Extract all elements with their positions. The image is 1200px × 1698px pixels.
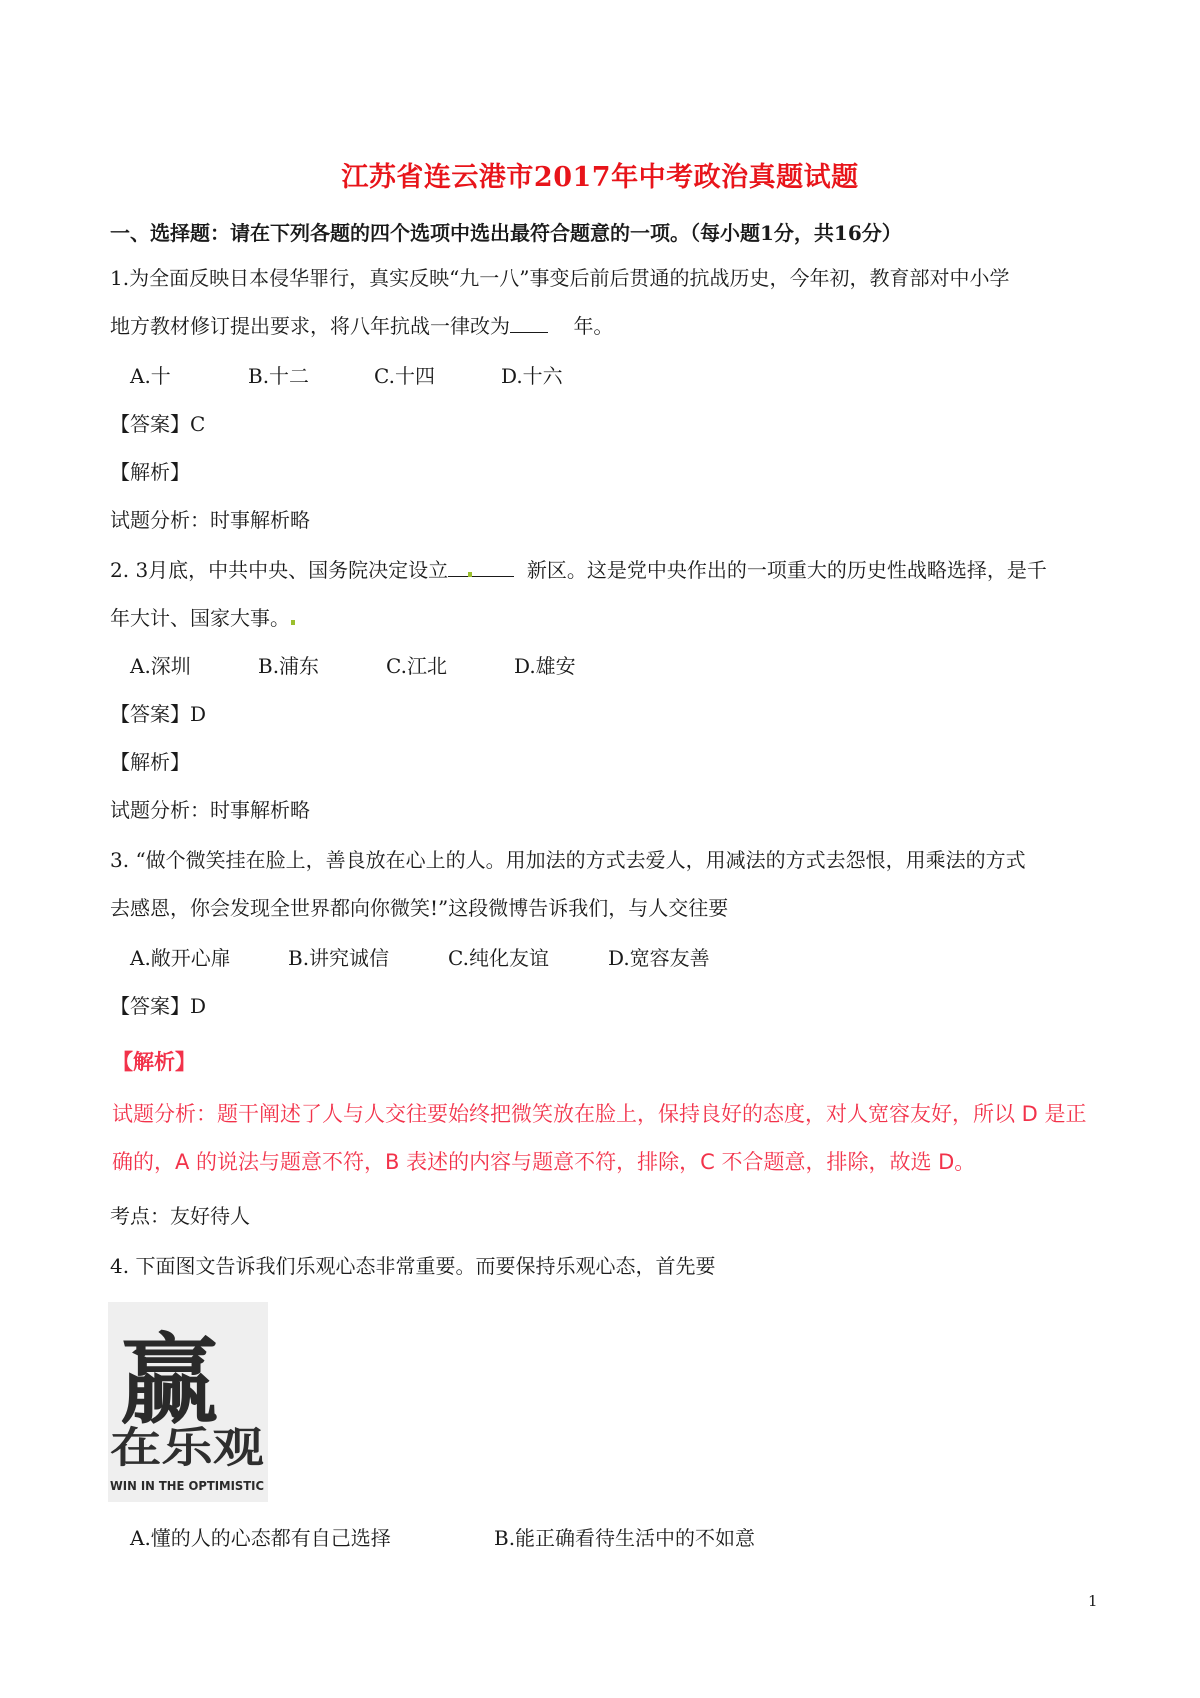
q2-analysis-label: 【解析】 <box>110 750 190 774</box>
q1-stem-line2-text: 地方教材修订提出要求，将八年抗战一律改为 <box>110 314 510 338</box>
poster-line3: WIN IN THE OPTIMISTIC <box>110 1479 265 1493</box>
q4-option-b: B.能正确看待生活中的不如意 <box>494 1526 756 1550</box>
q3-option-d: D.宽容友善 <box>608 946 710 970</box>
q4-options <box>130 1524 830 1552</box>
q2-stem-line1-end: 新区。这是党中央作出的一项重大的历史性战略选择，是千 <box>526 558 1047 582</box>
section-heading: 一、选择题：请在下列各题的四个选项中选出最符合题意的一项。（每小题1分，共16分） <box>110 221 902 245</box>
q3-analysis-line1: 试题分析：题干阐述了人与人交往要始终把微笑放在脸上，保持良好的态度，对人宽容友好，所以 D 是正 <box>112 1102 1087 1126</box>
q3-analysis-line2: 确的，A 的说法与题意不符，B 表述的内容与题意不符，排除，C 不合题意，排除，故选 D。 <box>112 1150 976 1174</box>
q4-option-a: A.懂的人的心态都有自己选择 <box>130 1526 391 1550</box>
q3-option-a: A.敞开心扉 <box>130 946 231 970</box>
q1-option-c: C.十四 <box>374 364 435 388</box>
q2-stem-line2 <box>110 604 296 632</box>
q3-option-c: C.纯化友谊 <box>448 946 549 970</box>
q3-kaodian: 考点：友好待人 <box>110 1204 250 1228</box>
q3-options <box>130 944 750 972</box>
q2-blank <box>448 556 514 577</box>
q3-answer: 【答案】D <box>110 994 207 1018</box>
speck-mark <box>468 572 472 577</box>
q2-answer: 【答案】D <box>110 702 207 726</box>
speck-mark <box>291 620 295 625</box>
q3-stem-line1: 3. “做个微笑挂在脸上，善良放在心上的人。用加法的方式去爱人，用减法的方式去怨恨，用乘法的方式 <box>110 848 1026 872</box>
q2-option-d: D.雄安 <box>514 654 576 678</box>
q2-stem-line2-text: 年大计、国家大事。 <box>110 606 290 630</box>
q1-analysis: 试题分析：时事解析略 <box>110 508 310 532</box>
q1-stem-line1: 1.为全面反映日本侵华罪行，真实反映“九一八”事变后前后贯通的抗战历史，今年初，教育部对中小学 <box>110 266 1010 290</box>
q4-stem: 4. 下面图文告诉我们乐观心态非常重要。而要保持乐观心态，首先要 <box>110 1254 716 1278</box>
q3-option-b: B.讲究诚信 <box>288 946 390 970</box>
q1-option-d: D.十六 <box>501 364 563 388</box>
optimism-poster-image <box>108 1302 268 1502</box>
q3-analysis-label: 【解析】 <box>112 1050 196 1074</box>
q1-option-b: B.十二 <box>248 364 310 388</box>
q3-stem-line2: 去感恩，你会发现全世界都向你微笑!”这段微博告诉我们，与人交往要 <box>110 896 729 920</box>
q1-option-a: A.十 <box>130 364 171 388</box>
poster-line2: 在乐观 <box>110 1423 264 1472</box>
q2-option-a: A.深圳 <box>130 654 191 678</box>
q1-answer: 【答案】C <box>110 412 206 436</box>
q2-stem-line1-text: 2. 3月底，中共中央、国务院决定设立 <box>110 558 449 582</box>
q2-options <box>130 652 630 680</box>
q2-stem-line1 <box>110 556 1047 584</box>
q1-blank <box>510 312 548 333</box>
q2-analysis: 试题分析：时事解析略 <box>110 798 310 822</box>
q2-option-c: C.江北 <box>386 654 447 678</box>
poster-big-char: 赢 <box>120 1323 219 1438</box>
q1-analysis-label: 【解析】 <box>110 460 190 484</box>
q1-stem-line2-end: 年。 <box>573 314 614 338</box>
poster-graphic <box>108 1302 268 1502</box>
page-title: 江苏省连云港市2017年中考政治真题试题 <box>341 162 859 193</box>
page-number: 1 <box>1088 1592 1098 1610</box>
q1-options <box>130 362 630 390</box>
q2-option-b: B.浦东 <box>258 654 320 678</box>
q1-stem-line2 <box>110 312 613 340</box>
